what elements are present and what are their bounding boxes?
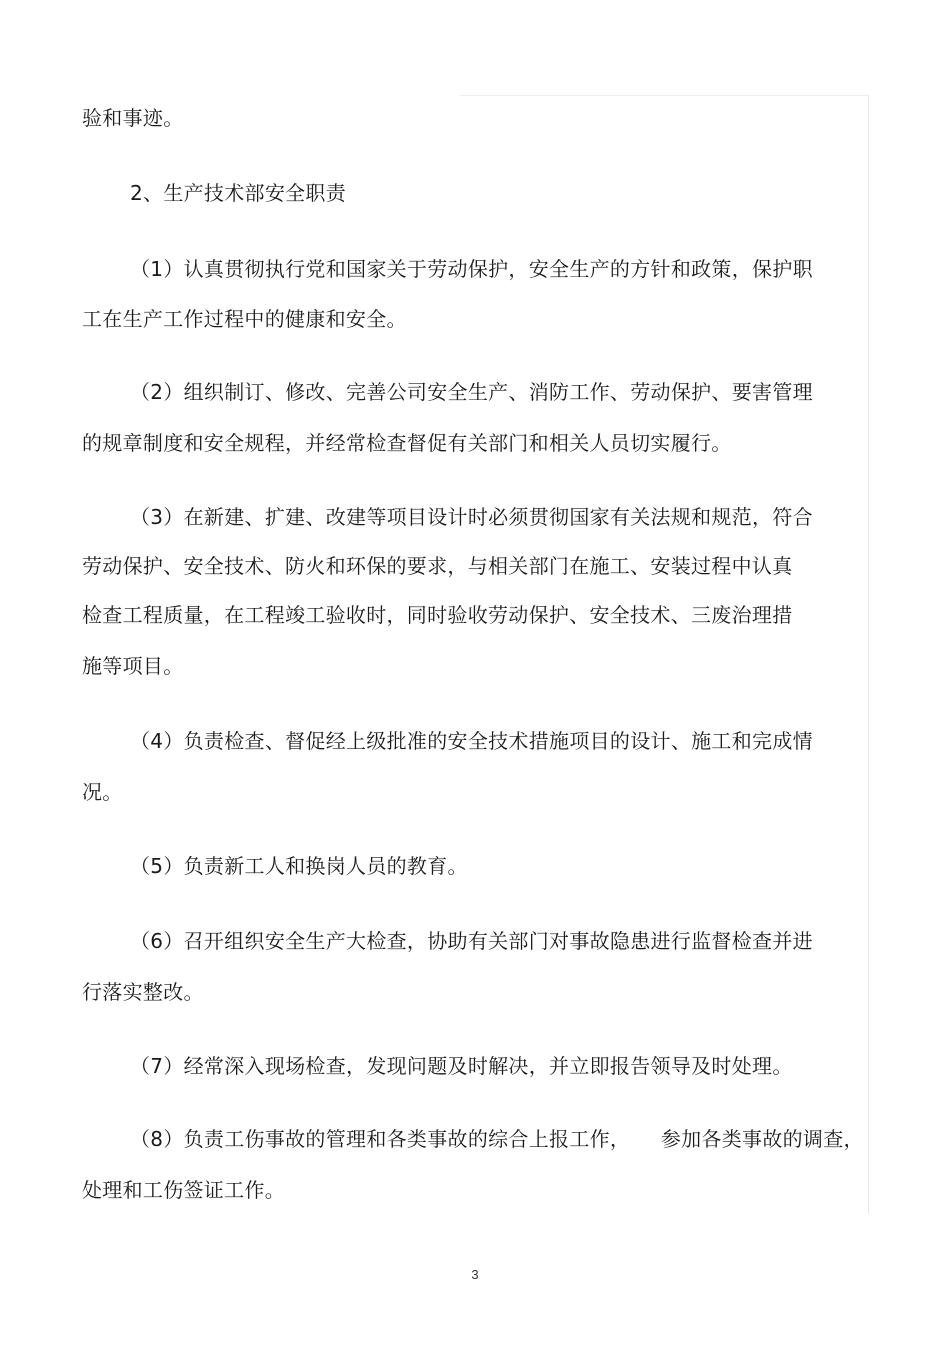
page-top-rule [460, 95, 869, 96]
text-line: （3）在新建、扩建、改建等项目设计时必须贯彻国家有关法规和规范，符合 [130, 505, 813, 529]
text-line: 劳动保护、安全技术、防火和环保的要求，与相关部门在施工、安装过程中认真 [82, 554, 793, 578]
text-line: （2）组织制订、修改、完善公司安全生产、消防工作、劳动保护、要害管理 [130, 380, 813, 404]
text-line: 的规章制度和安全规程，并经常检查督促有关部门和相关人员切实履行。 [82, 431, 732, 455]
section-heading: 2、生产技术部安全职责 [130, 181, 347, 205]
text-line: 工在生产工作过程中的健康和安全。 [82, 307, 407, 331]
text-line: （6）召开组织安全生产大检查，协助有关部门对事故隐患进行监督检查并进 [130, 929, 813, 953]
text-line: （1）认真贯彻执行党和国家关于劳动保护，安全生产的方针和政策，保护职 [130, 257, 813, 281]
text-line: 况。 [82, 780, 123, 804]
text-line: 处理和工伤签证工作。 [82, 1178, 285, 1202]
text-line: （4）负责检查、督促经上级批准的安全技术措施项目的设计、施工和完成情 [130, 729, 813, 753]
page-number: 3 [471, 1267, 479, 1282]
text-line: （8）负责工伤事故的管理和各类事故的综合上报工作， 参加各类事故的调查， [130, 1127, 864, 1151]
text-line: （7）经常深入现场检查，发现问题及时解决，并立即报告领导及时处理。 [130, 1054, 793, 1078]
text-line: 检查工程质量，在工程竣工验收时，同时验收劳动保护、安全技术、三废治理措 [82, 603, 793, 627]
page-right-edge [868, 95, 869, 1213]
text-line: （5）负责新工人和换岗人员的教育。 [130, 854, 468, 878]
text-line: 行落实整改。 [82, 980, 204, 1004]
text-line: 施等项目。 [82, 654, 184, 678]
text-line: 验和事迹。 [82, 106, 184, 130]
